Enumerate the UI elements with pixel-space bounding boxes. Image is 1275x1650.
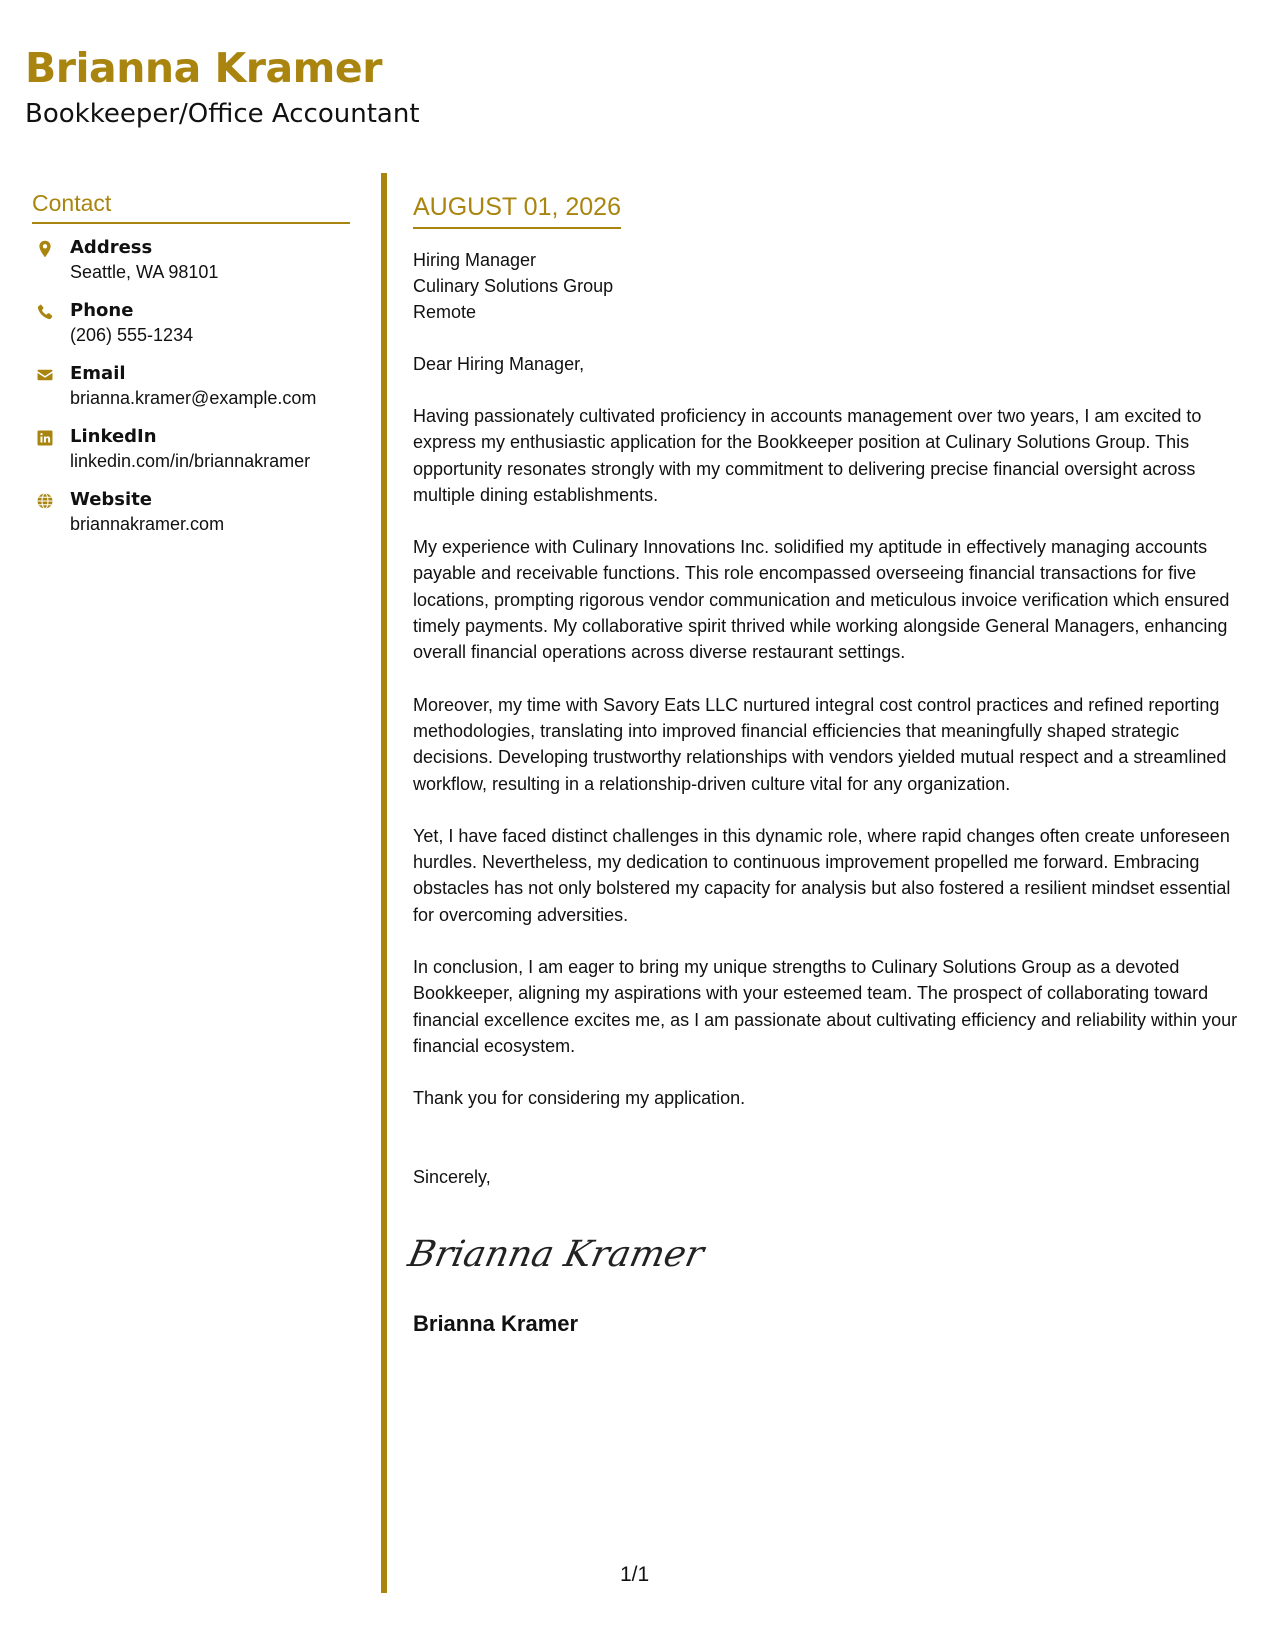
phone-icon [36,303,54,321]
page-number: 1/1 [620,1563,650,1586]
signature-glyphs: Brianna Kramer [404,1231,708,1275]
signed-name: Brianna Kramer [413,1310,579,1336]
contact-heading: Contact [32,190,350,224]
linkedin-value: linkedin.com/in/briannakramer [70,451,311,472]
contact-item-linkedin [32,425,350,488]
contact-item-website [32,488,350,551]
salutation: Dear Hiring Manager, [413,354,585,374]
linkedin-icon [36,429,54,447]
globe-icon [36,492,54,510]
letter-body [404,192,1253,1338]
body-paragraph: Having passionately cultivated proficiency in accounts management over two years, I am excited to express my enthusiastic application for the Bookkeeper position at Culinary Solutions Group. This opportunity resonates strongly with my commitment to delivering precise financial oversight across multiple dining establishments. [413,406,1202,505]
recipient-company: Culinary Solutions Group [413,276,614,296]
email-value: brianna.kramer@example.com [70,388,317,409]
contact-label: Address [70,237,153,259]
contact-sidebar [32,190,350,551]
recipient-location: Remote [413,302,477,322]
contact-label: LinkedIn [70,426,157,448]
contact-label: Website [70,489,153,511]
recipient-line: Hiring Manager [413,250,537,270]
body-paragraph: Moreover, my time with Savory Eats LLC nurtured integral cost control practices and refined reporting methodologies, translating into improved financial efficiencies that meaningfully shaped strategic decisions. Developing trustworthy relationships with vendors yielded mutual respect and a streamlined workflow, resulting in a relationship-driven culture vital for any organization. [413,694,1227,794]
website-value: briannakramer.com [70,514,225,535]
body-paragraph: Yet, I have faced distinct challenges in this dynamic role, where rapid changes often create unforeseen hurdles. Nevertheless, my dedication to continuous improvement propelled me forward. Embracing obstacles has not only bolstered my capacity for analysis but also fostered a resilient mindset essential for overcoming adversities. [413,825,1231,925]
job-title: Bookkeeper/Office Accountant [25,99,420,129]
envelope-icon [36,366,54,384]
body-paragraph: Thank you for considering my application. [413,1088,746,1109]
contact-item-email [32,362,350,425]
handwritten-signature [404,1226,1253,1280]
recipient-block [413,247,1253,325]
address-value: Seattle, WA 98101 [70,262,219,283]
body-paragraph: My experience with Culinary Innovations Inc. solidified my aptitude in effectively managing accounts payable and receivable functions. This role encompassed overseeing financial transactions for five locations, prompting rigorous vendor communication and meticulous invoice verification which ensured timely payments. My collaborative spirit thrived while working alongside General Managers, enhancing overall financial operations across diverse restaurant settings. [413,537,1230,663]
vertical-divider [381,173,387,1593]
closing: Sincerely, [413,1166,491,1187]
map-pin-icon [36,240,54,258]
phone-value: (206) 555-1234 [70,325,194,346]
applicant-name: Brianna Kramer [25,44,382,92]
letter-date: AUGUST 01, 2026 [413,192,621,229]
contact-label: Email [70,363,126,385]
contact-item-phone [32,299,350,362]
contact-item-address [32,236,350,299]
body-paragraph: In conclusion, I am eager to bring my unique strengths to Culinary Solutions Group as a devoted Bookkeeper, aligning my aspirations with your esteemed team. The prospect of collaborating toward financial excellence excites me, as I am passionate about cultivating efficiency and reliability within your financial ecosystem. [413,957,1238,1056]
contact-label: Phone [70,300,134,322]
